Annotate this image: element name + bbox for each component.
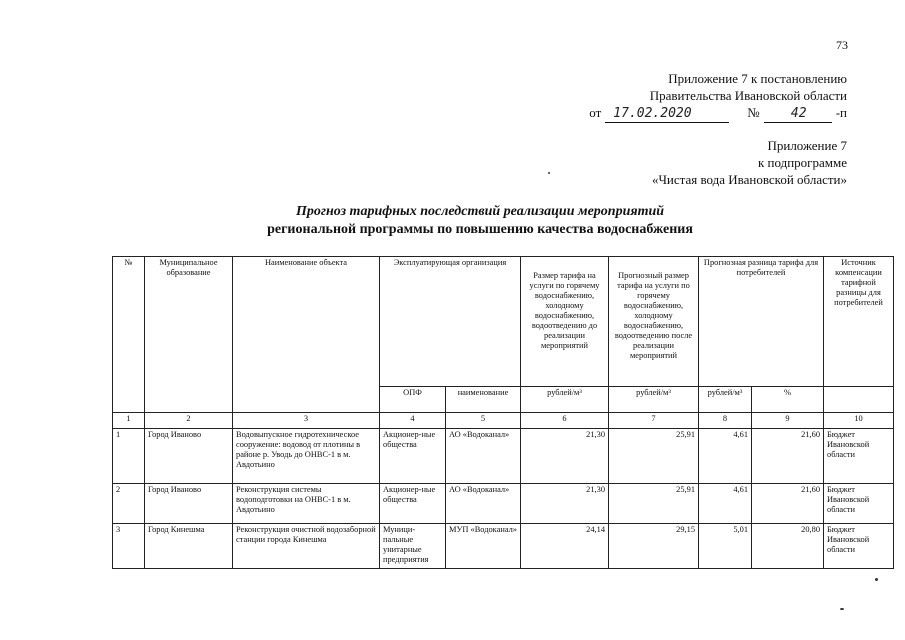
row-opf: Акционер-ные общества bbox=[380, 429, 446, 484]
scan-speck bbox=[548, 172, 550, 174]
row-municipality: Город Иваново bbox=[145, 484, 233, 524]
header-municipality: Муниципальное образование bbox=[145, 257, 233, 413]
tariff-forecast-table bbox=[112, 256, 894, 569]
row-num: 2 bbox=[113, 484, 145, 524]
header-tariff-after: Прогнозный размер тарифа на услуги по горячему водоснабжению, холодному водоснабжению, водоотведению после реализации мероприятий bbox=[609, 257, 699, 387]
row-tariff-before: 21,30 bbox=[521, 429, 609, 484]
row-source: Бюджет Ивановской области bbox=[824, 484, 894, 524]
col-number: 8 bbox=[699, 413, 752, 429]
row-object: Реконструкция очистной водозаборной станции города Кинешма bbox=[233, 524, 380, 569]
row-diff-rub: 4,61 bbox=[699, 484, 752, 524]
row-num: 3 bbox=[113, 524, 145, 569]
row-object: Реконструкция системы водоподготовки на ОНВС-1 в м. Авдотьино bbox=[233, 484, 380, 524]
row-tariff-after: 29,15 bbox=[609, 524, 699, 569]
from-prefix: от bbox=[589, 105, 602, 120]
page-number: 73 bbox=[836, 38, 848, 52]
header-operator: Эксплуатирующая организация bbox=[380, 257, 521, 387]
row-municipality: Город Кинешма bbox=[145, 524, 233, 569]
row-tariff-after: 25,91 bbox=[609, 484, 699, 524]
title-line1: Прогноз тарифных последствий реализации мероприятий bbox=[295, 204, 665, 219]
number-suffix: -п bbox=[835, 105, 847, 120]
subheader-name: наименование bbox=[446, 387, 521, 413]
appendix-decree-block bbox=[589, 70, 847, 123]
subheader-empty bbox=[824, 387, 894, 413]
appendix-decree-line1: Приложение 7 к постановлению bbox=[668, 71, 847, 86]
appendix-subprogram-line3: «Чистая вода Ивановской области» bbox=[651, 172, 847, 187]
row-diff-pct: 20,80 bbox=[752, 524, 824, 569]
column-number-row bbox=[113, 413, 894, 429]
row-diff-pct: 21,60 bbox=[752, 484, 824, 524]
handwritten-date: 17.02.2020 bbox=[605, 105, 729, 123]
table-row bbox=[113, 524, 894, 569]
subheader-unit-diff: рублей/м³ bbox=[699, 387, 752, 413]
col-number: 2 bbox=[145, 413, 233, 429]
table-header-row bbox=[113, 257, 894, 387]
decree-date-number-row bbox=[589, 104, 847, 123]
subheader-unit-after: рублей/м³ bbox=[609, 387, 699, 413]
row-diff-pct: 21,60 bbox=[752, 429, 824, 484]
row-org: АО «Водоканал» bbox=[446, 484, 521, 524]
row-tariff-before: 21,30 bbox=[521, 484, 609, 524]
scan-speck bbox=[840, 608, 844, 610]
row-object: Водовыпускное гидротехническое сооружение: водовод от плотины в районе р. Уводь до ОНВС-1 в м. Авдотьино bbox=[233, 429, 380, 484]
row-tariff-after: 25,91 bbox=[609, 429, 699, 484]
header-tariff-before: Размер тарифа на услуги по горячему водоснабжению, холодному водоснабжению, водоотведению до реализации мероприятий bbox=[521, 257, 609, 387]
col-number: 4 bbox=[380, 413, 446, 429]
col-number: 6 bbox=[521, 413, 609, 429]
col-number: 5 bbox=[446, 413, 521, 429]
row-tariff-before: 24,14 bbox=[521, 524, 609, 569]
col-number: 9 bbox=[752, 413, 824, 429]
row-org: АО «Водоканал» bbox=[446, 429, 521, 484]
header-source: Источник компенсации тарифной разницы для потребителей bbox=[824, 257, 894, 387]
number-sign: № bbox=[747, 105, 760, 120]
table-row bbox=[113, 484, 894, 524]
header-num: № bbox=[113, 257, 145, 413]
subheader-percent: % bbox=[752, 387, 824, 413]
header-object: Наименование объекта bbox=[233, 257, 380, 413]
col-number: 3 bbox=[233, 413, 380, 429]
row-org: МУП «Водоканал» bbox=[446, 524, 521, 569]
row-source: Бюджет Ивановской области bbox=[824, 524, 894, 569]
header-difference: Прогнозная разница тарифа для потребителей bbox=[699, 257, 824, 387]
subheader-unit-before: рублей/м³ bbox=[521, 387, 609, 413]
appendix-decree-line2: Правительства Ивановской области bbox=[649, 88, 847, 103]
row-opf: Муници-пальные унитарные предприятия bbox=[380, 524, 446, 569]
handwritten-number: 42 bbox=[764, 105, 832, 123]
scan-speck bbox=[875, 578, 878, 581]
row-opf: Акционер-ные общества bbox=[380, 484, 446, 524]
col-number: 7 bbox=[609, 413, 699, 429]
row-num: 1 bbox=[113, 429, 145, 484]
table-row bbox=[113, 429, 894, 484]
col-number: 10 bbox=[824, 413, 894, 429]
appendix-subprogram-line2: к подпрограмме bbox=[757, 155, 847, 170]
document-title bbox=[0, 203, 905, 239]
row-source: Бюджет Ивановской области bbox=[824, 429, 894, 484]
row-diff-rub: 5,01 bbox=[699, 524, 752, 569]
appendix-subprogram-block bbox=[652, 137, 847, 188]
row-municipality: Город Иваново bbox=[145, 429, 233, 484]
appendix-subprogram-line1: Приложение 7 bbox=[767, 138, 847, 153]
title-line2: региональной программы по повышению качества водоснабжения bbox=[267, 222, 693, 237]
subheader-opf: ОПФ bbox=[380, 387, 446, 413]
row-diff-rub: 4,61 bbox=[699, 429, 752, 484]
col-number: 1 bbox=[113, 413, 145, 429]
